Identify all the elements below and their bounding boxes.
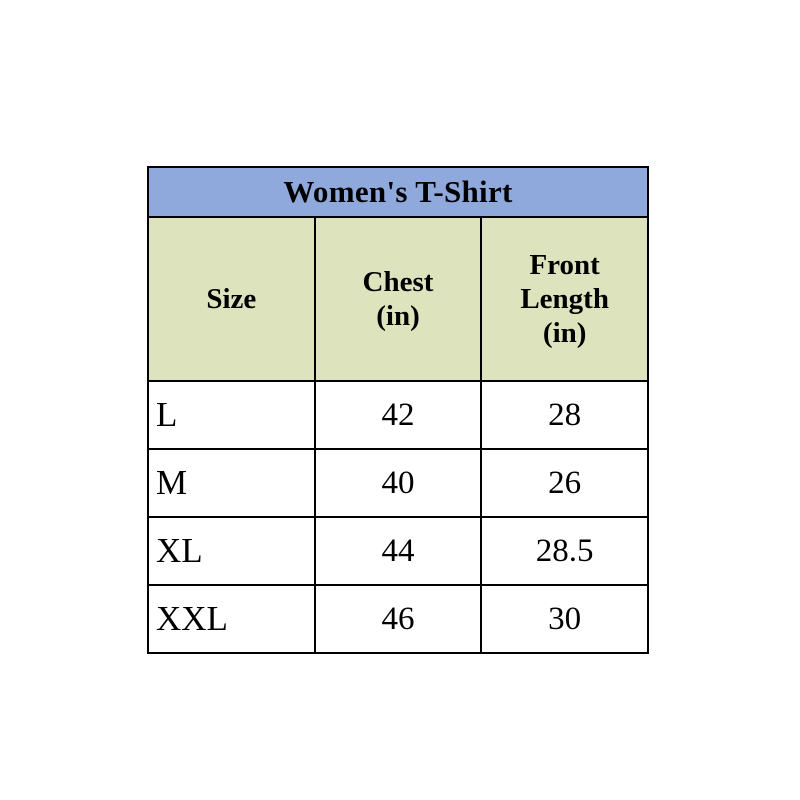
cell-chest: 42 (315, 381, 482, 449)
column-header-front-length-line-1: Front (529, 248, 600, 281)
cell-chest: 40 (315, 449, 482, 517)
column-header-front-length-line-3: (in) (542, 317, 587, 350)
cell-size: L (148, 381, 315, 449)
column-header-chest-line-2: (in) (376, 300, 420, 332)
table-header-row (148, 217, 648, 381)
cell-size: XL (148, 517, 315, 585)
table-row (148, 381, 648, 449)
column-header-chest (315, 217, 482, 381)
column-header-size (148, 217, 315, 381)
column-header-size-line-1: Size (206, 282, 257, 315)
cell-chest: 46 (315, 585, 482, 653)
cell-front-length: 28.5 (481, 517, 648, 585)
size-chart-table (147, 166, 649, 654)
cell-front-length: 28 (481, 381, 648, 449)
cell-size: M (148, 449, 315, 517)
cell-size: XXL (148, 585, 315, 653)
cell-chest: 44 (315, 517, 482, 585)
table-row (148, 585, 648, 653)
table-row (148, 517, 648, 585)
cell-front-length: 26 (481, 449, 648, 517)
table-title-row (148, 167, 648, 217)
size-chart-container (147, 166, 649, 654)
column-header-front-length (481, 217, 648, 381)
table-row (148, 449, 648, 517)
table-title: Women's T-Shirt (148, 167, 648, 217)
column-header-front-length-line-2: Length (520, 282, 609, 315)
column-header-chest-line-1: Chest (362, 265, 434, 298)
cell-front-length: 30 (481, 585, 648, 653)
